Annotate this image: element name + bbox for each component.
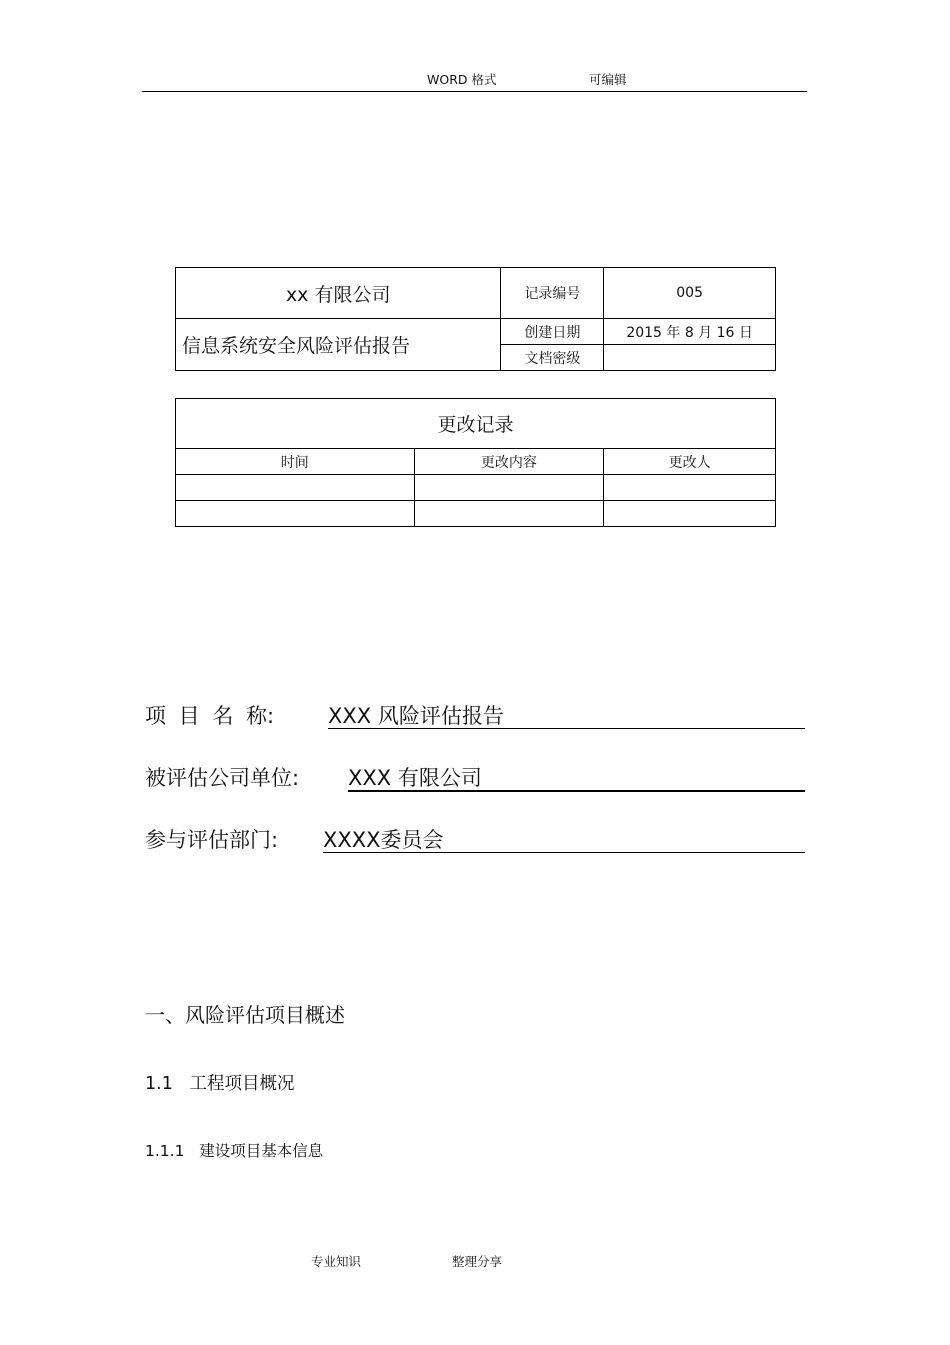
info-table	[175, 267, 776, 371]
header-rule	[142, 91, 807, 92]
footer-left: 专业知识	[311, 1254, 362, 1269]
header-left: WORD 格式	[427, 72, 497, 87]
secrecy-label: 文档密级	[501, 345, 604, 371]
table-cell	[414, 475, 604, 501]
dept-label: 参与评估部门:	[145, 828, 279, 852]
created-label: 创建日期	[501, 319, 604, 345]
col-header-person: 更改人	[604, 449, 776, 475]
table-cell	[176, 501, 415, 527]
change-record-caption: 更改记录	[176, 399, 776, 449]
project-name-label: 项 目 名 称:	[145, 704, 275, 728]
col-header-content: 更改内容	[414, 449, 604, 475]
record-no-value: 005	[604, 268, 776, 319]
company-label: 被评估公司单位:	[145, 766, 300, 790]
table-cell	[604, 501, 776, 527]
table-cell	[604, 475, 776, 501]
header-right: 可编辑	[589, 72, 627, 87]
project-name-value: XXX 风险评估报告	[328, 700, 805, 729]
table-row	[176, 501, 776, 527]
record-no-label: 记录编号	[501, 268, 604, 319]
col-header-time: 时间	[176, 449, 415, 475]
change-record-table	[175, 398, 776, 527]
table-cell	[176, 475, 415, 501]
company-cell: xx 有限公司	[176, 268, 501, 319]
section-heading-1-1-1: 1.1.1 建设项目基本信息	[145, 1142, 324, 1160]
secrecy-value	[604, 345, 776, 371]
section-heading-1: 一、风险评估项目概述	[145, 1003, 345, 1027]
dept-value: XXXX委员会	[323, 824, 805, 853]
footer-right: 整理分享	[452, 1254, 503, 1269]
section-heading-1-1: 1.1 工程项目概况	[145, 1074, 295, 1094]
report-title-cell: 信息系统安全风险评估报告	[176, 319, 501, 371]
created-value: 2015 年 8 月 16 日	[604, 319, 776, 345]
table-row	[176, 475, 776, 501]
company-value: XXX 有限公司	[348, 762, 805, 792]
table-cell	[414, 501, 604, 527]
